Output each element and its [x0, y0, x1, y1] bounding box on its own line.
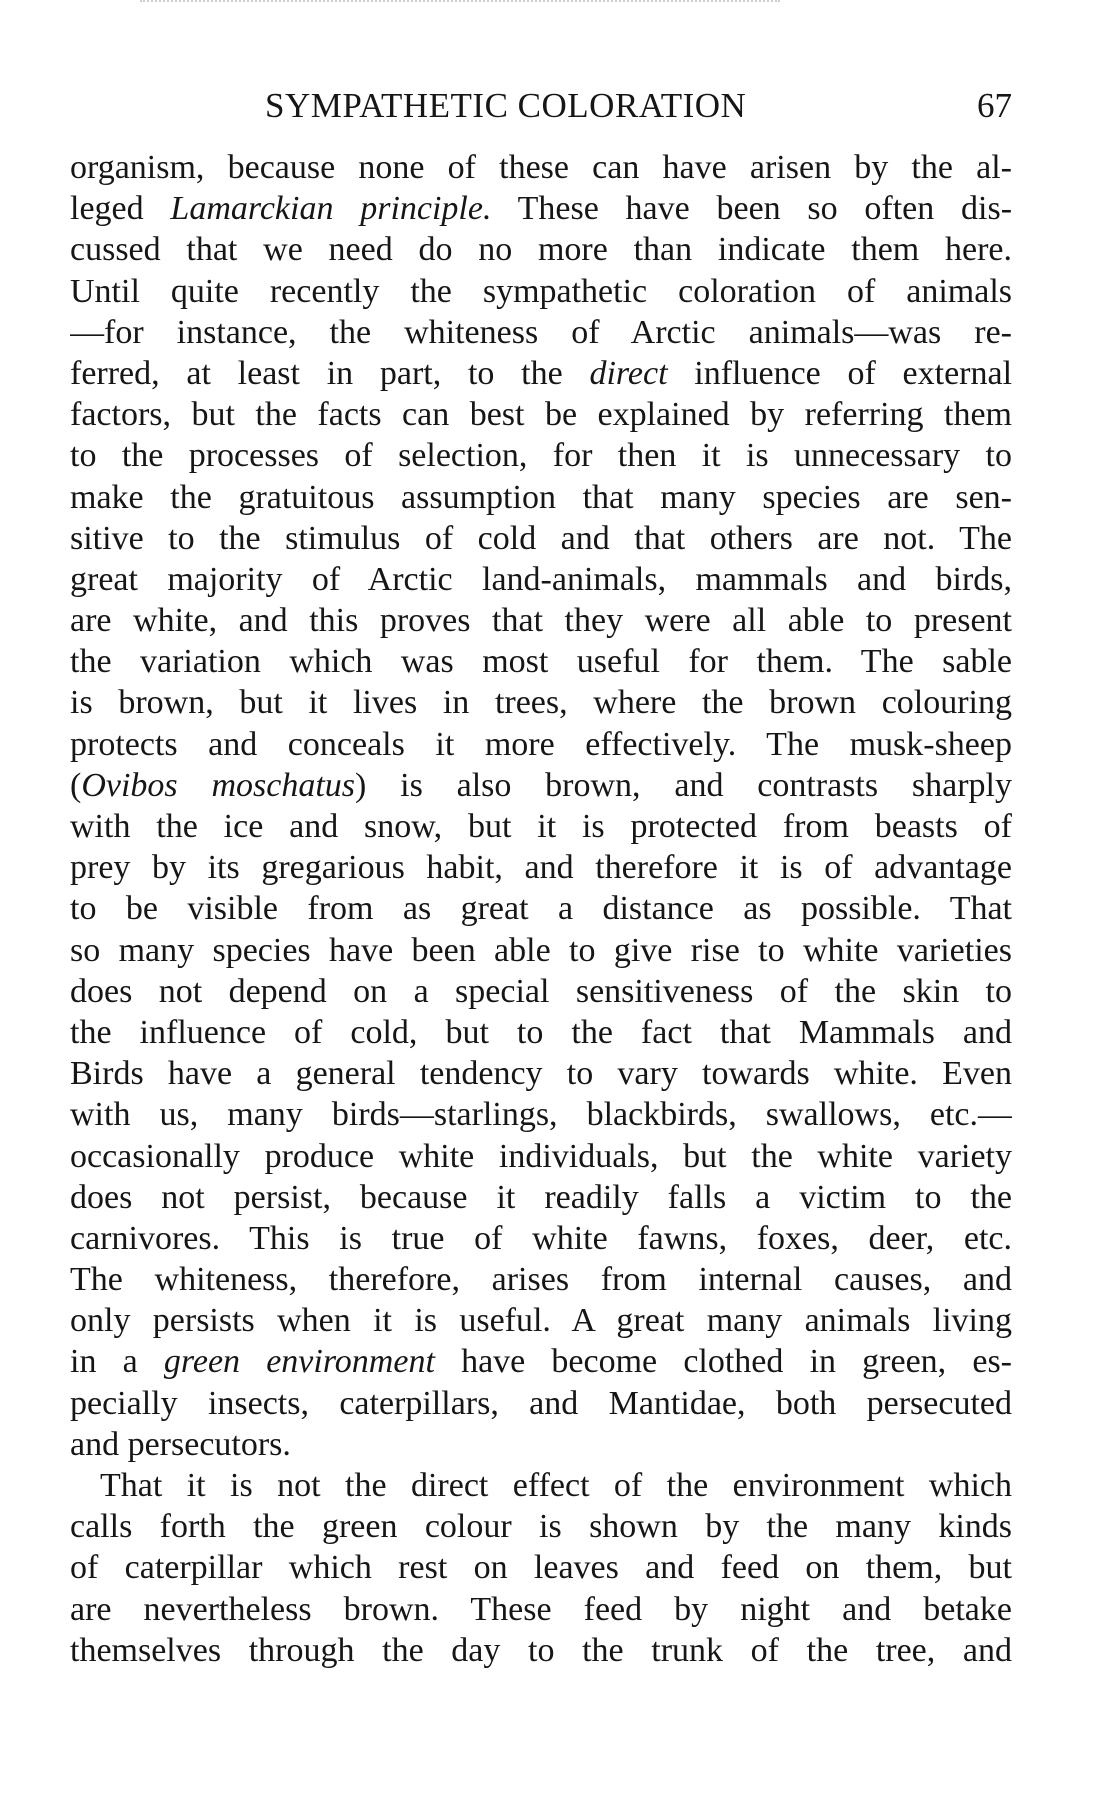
scan-edge-artifact — [140, 0, 780, 8]
italic-species-name: Ovibos moschatus — [81, 766, 356, 804]
text-line: are white, and this proves that they were all able to present — [70, 602, 1012, 640]
text-line: leged Lamarckian principle. These have been so often dis- — [70, 190, 1012, 228]
text-line: the variation which was most useful for them. The sable — [70, 643, 1012, 681]
text-line: does not persist, because it readily falls a victim to the — [70, 1178, 1012, 1216]
text-line: Birds have a general tendency to vary towards white. Even — [70, 1055, 1012, 1093]
text-line: —for instance, the whiteness of Arctic animals—was re- — [70, 313, 1012, 351]
text-line: carnivores. This is true of white fawns, foxes, deer, etc. — [70, 1219, 1012, 1257]
text-line: Until quite recently the sympathetic coloration of animals — [70, 272, 1012, 310]
text-line: are nevertheless brown. These feed by night and betake — [70, 1590, 1012, 1628]
text-line: is brown, but it lives in trees, where the brown colouring — [70, 684, 1012, 722]
text-line: ferred, at least in part, to the direct influence of external — [70, 354, 1012, 392]
text-line: pecially insects, caterpillars, and Mantidae, both persecuted — [70, 1384, 1012, 1422]
text-line: with the ice and snow, but it is protected from beasts of — [70, 808, 1012, 845]
running-head-title: SYMPATHETIC COLORATION — [265, 86, 747, 125]
italic-term: direct — [589, 354, 668, 392]
text-line: (Ovibos moschatus) is also brown, and contrasts sharply — [70, 766, 1012, 804]
text-line: calls forth the green colour is shown by the many kinds — [70, 1508, 1012, 1546]
text-line: occasionally produce white individuals, but the white variety — [70, 1137, 1012, 1175]
text-line: factors, but the facts can best be explained by referring them — [70, 396, 1012, 434]
text-line: so many species have been able to give rise to white varieties — [70, 931, 1012, 969]
italic-term: Lamarckian principle. — [170, 190, 492, 228]
text-line-paragraph-start: That it is not the direct effect of the environment which — [100, 1467, 1012, 1504]
text-line: to be visible from as great a distance as possible. That — [70, 890, 1012, 928]
text-line: only persists when it is useful. A great many animals living — [70, 1302, 1012, 1340]
text-line: sitive to the stimulus of cold and that others are not. The — [70, 519, 1012, 557]
text-line: does not depend on a special sensitiveness of the skin to — [70, 972, 1012, 1010]
running-head — [70, 82, 1012, 130]
text-line: great majority of Arctic land-animals, mammals and birds, — [70, 560, 1012, 598]
text-line: prey by its gregarious habit, and therefore it is of advantage — [70, 849, 1012, 887]
text-line: the influence of cold, but to the fact that Mammals and — [70, 1013, 1012, 1051]
text-line: cussed that we need do no more than indicate them here. — [70, 231, 1012, 269]
text-line: organism, because none of these can have arisen by the al- — [70, 149, 1012, 186]
text-line: to the processes of selection, for then it is unnecessary to — [70, 437, 1012, 475]
italic-term: green environment — [163, 1343, 435, 1381]
text-line: of caterpillar which rest on leaves and feed on them, but — [70, 1549, 1012, 1587]
text-line: make the gratuitous assumption that many species are sen- — [70, 478, 1012, 516]
text-line: themselves through the day to the trunk of the tree, and — [70, 1631, 1012, 1669]
body-text — [70, 147, 1012, 1671]
text-line: protects and conceals it more effectively. The musk-sheep — [70, 725, 1012, 763]
text-line: in a green environment have become clothed in green, es- — [70, 1343, 1012, 1381]
text-line: The whiteness, therefore, arises from internal causes, and — [70, 1261, 1012, 1299]
text-line: and persecutors. — [70, 1425, 291, 1463]
page-number: 67 — [977, 86, 1012, 125]
text-line: with us, many birds—starlings, blackbirds, swallows, etc.— — [70, 1096, 1012, 1134]
